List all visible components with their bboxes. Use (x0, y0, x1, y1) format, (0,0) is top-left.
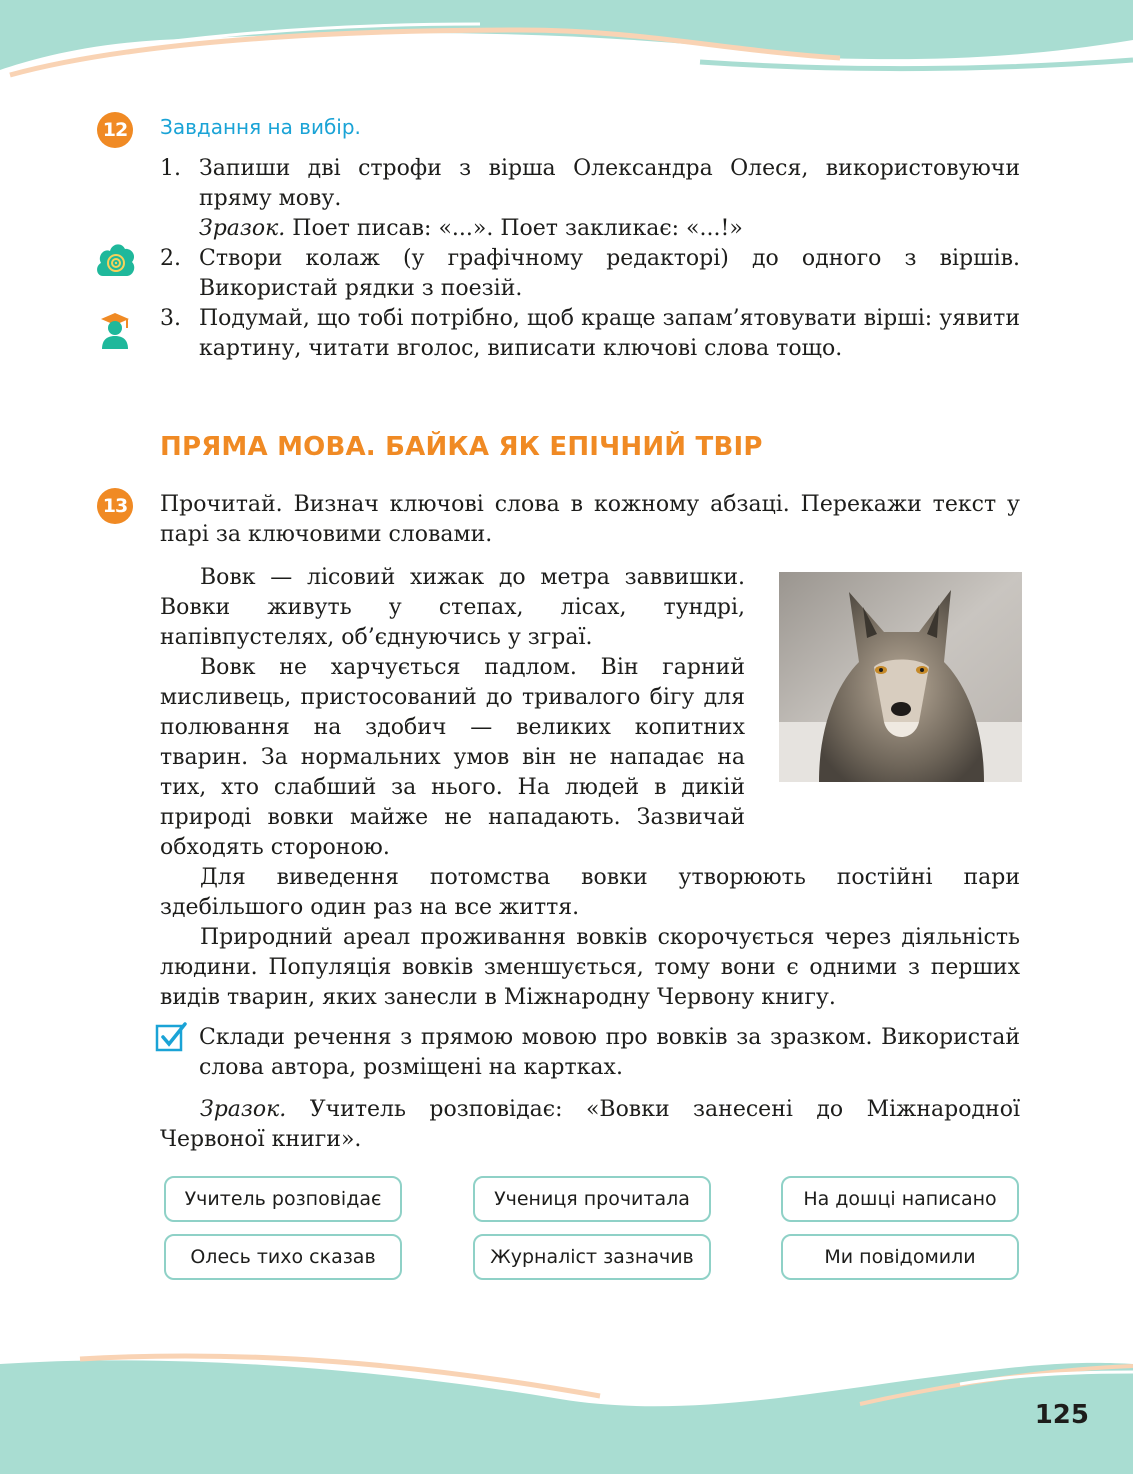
graduate-student-icon (98, 311, 132, 349)
paragraph: Природний ареал проживання вовків скорочується через діяльність людини. Популяція вовків зменшується, тому вони є одними з перших видів тварин, яких занесли в Міжнародну Червону книгу. (160, 925, 1020, 1010)
list-item (160, 244, 1020, 304)
author-words-card: Учитель розповідає (164, 1176, 402, 1222)
paragraph: Для виведення потомства вовки утворюють постійні пари здебільшого один раз на все життя. (160, 865, 1020, 920)
top-decoration (0, 0, 1133, 90)
sample-text: Поет писав: «...». Поет закликає: «...!» (285, 216, 743, 241)
author-words-card: Журналіст зазначив (473, 1234, 711, 1280)
sample-label: Зразок. (199, 216, 286, 241)
list-item (160, 304, 1020, 364)
paragraph: Вовк не харчується падлом. Він гарний мисливець, пристосований до тривалого бігу для полювання на здобич — великих копитних тварин. За нормальних умов він не нападає на тих, хто слабший за нього. На людей в дикій природі вовки майже не нападають. Зазвичай обходять стороною. (160, 655, 745, 860)
wolf-photo (779, 572, 1022, 782)
task-number-badge: 13 (97, 488, 133, 524)
paragraph: Вовк — лісовий хижак до метра заввишки. Вовки живуть у степах, лісах, тундрі, напівпустелях, об’єднуючись у зграї. (160, 565, 745, 650)
sample-label: Зразок. (200, 1097, 287, 1122)
list-number: 1. (160, 156, 181, 181)
list-text: Подумай, що тобі потрібно, щоб краще запам’ятовувати вірші: уявити картину, читати вголос, виписати ключові слова тощо. (199, 306, 1020, 361)
check-task: Склади речення з прямою мовою про вовків за зразком. Використай слова автора, розміщені на картках. (199, 1025, 1020, 1080)
sample-line (199, 214, 1020, 244)
checkbox-icon (155, 1022, 187, 1052)
task-heading: Завдання на вибір. (160, 115, 361, 139)
page-number: 125 (1034, 1400, 1089, 1430)
sample-text: Учитель розповідає: «Вовки занесені до Міжнародної Червоної книги». (160, 1097, 1020, 1152)
list-number: 2. (160, 246, 181, 271)
task-instruction: Прочитай. Визнач ключові слова в кожному абзаці. Перекажи текст у парі за ключовими словами. (160, 492, 1020, 547)
list-item (160, 154, 1020, 244)
section-title: ПРЯМА МОВА. БАЙКА ЯК ЕПІЧНИЙ ТВІР (160, 432, 763, 462)
sample-paragraph (160, 1095, 1020, 1155)
author-words-card: Олесь тихо сказав (164, 1234, 402, 1280)
wolf-text-left (160, 563, 745, 863)
list-text: Запиши дві строфи з вірша Олександра Олеся, використовуючи пряму мову. (199, 156, 1020, 211)
author-words-card: Ми повідомили (781, 1234, 1019, 1280)
list-number: 3. (160, 306, 181, 331)
brain-circle-icon (95, 240, 137, 278)
wolf-text-full (160, 863, 1020, 1013)
bottom-decoration (0, 1344, 1133, 1474)
author-words-card: На дошці написано (781, 1176, 1019, 1222)
author-words-card: Учениця прочитала (473, 1176, 711, 1222)
task-number-badge: 12 (97, 112, 133, 148)
list-text: Створи колаж (у графічному редакторі) до одного з віршів. Використай рядки з поезій. (199, 246, 1020, 301)
